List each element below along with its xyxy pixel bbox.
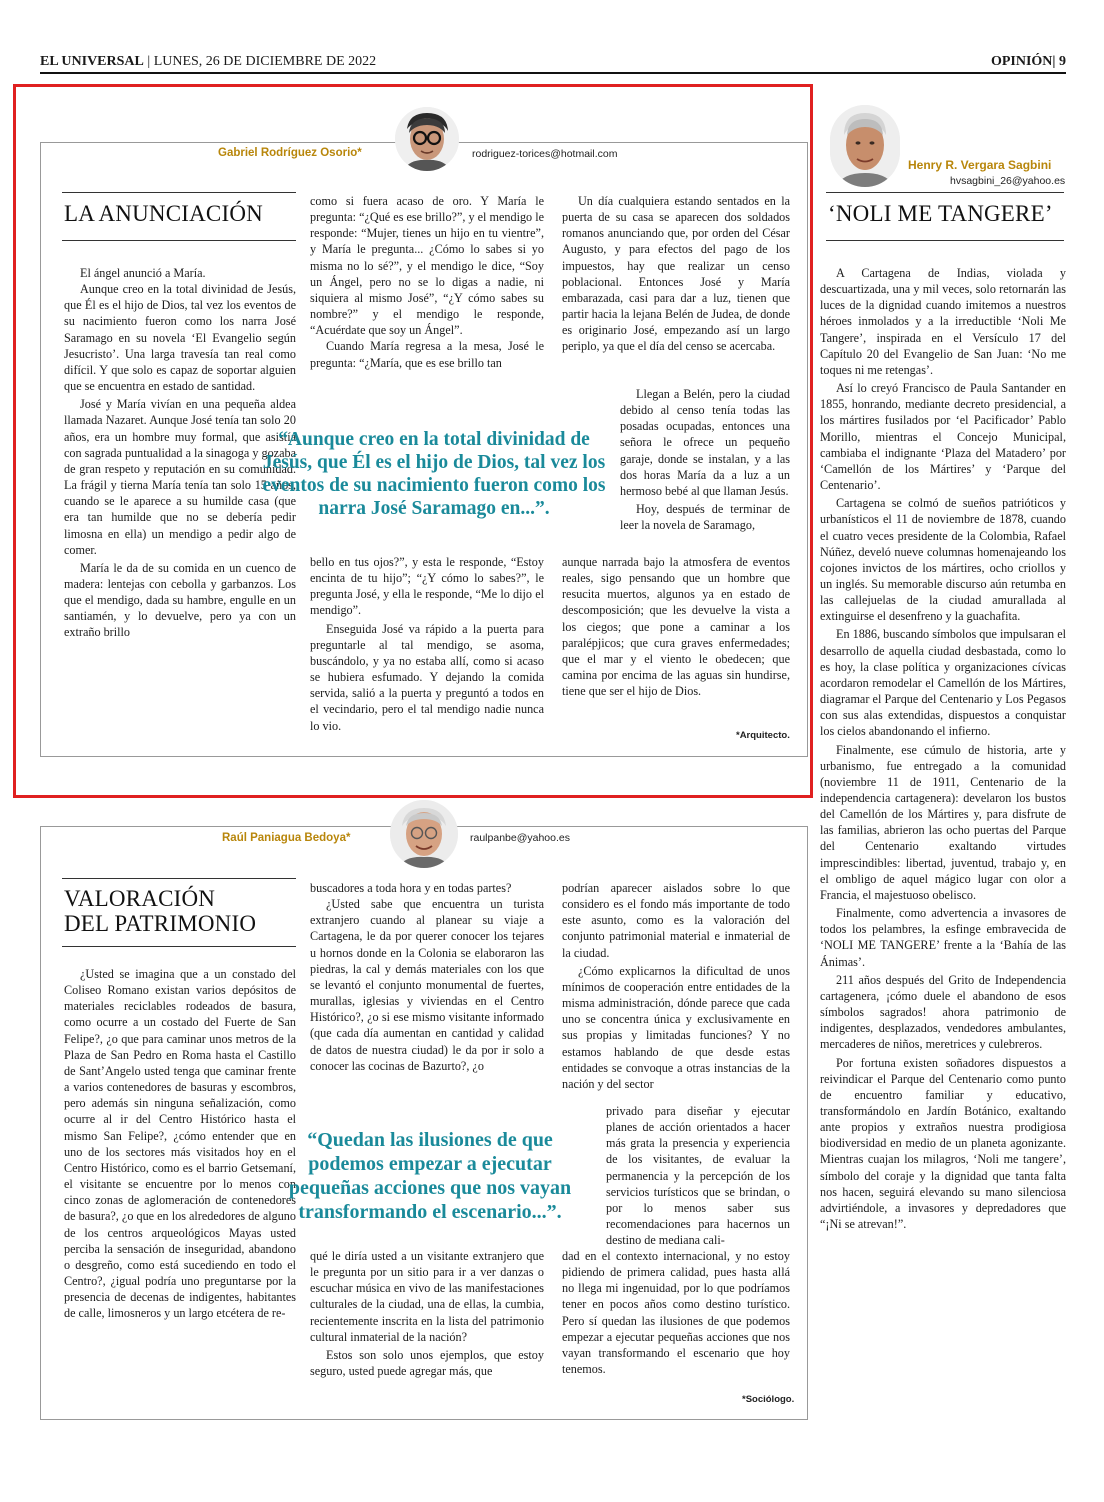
article1-author: Gabriel Rodríguez Osorio*: [218, 147, 362, 159]
headline-rule: [826, 192, 1064, 193]
article2-pullquote: “Quedan las ilusiones de que podemos empezar a ejecutar pequeñas acciones que nos vayan transformando el escenario...”.: [288, 1129, 572, 1223]
paragraph: aunque narrada bajo la atmosfera de eventos reales, sigo pensando que un hombre que resucita muertos, algunos ya en estado de descomposición; que les devuelve la vista a los ciegos; que pone a caminar a los paralépjicos; que cura graves enfermedades; que el mar y el viento le obedecen; que camina por encima de las aguas sin hundirse, tiene que ser el hijo de Dios.: [562, 555, 790, 699]
article2-column-1: [64, 966, 296, 1321]
column-email: hvsagbini_26@yahoo.es: [950, 175, 1066, 187]
article2-headline: [64, 886, 256, 936]
masthead-right: OPINIÓN| 9: [990, 54, 1066, 69]
paragraph: bello en tus ojos?”, y esta le responde, “Estoy encinta de tu hijo”; “¿Y cómo lo sabes?”, le pregunta José, y ella le responde, “Me lo dijo el mendigo”.: [310, 555, 544, 618]
paragraph: dad en el contexto internacional, y no estoy pidiendo de primera calidad, pues hasta allá no llega mi ingenuidad, por lo que podríamos tener en pocos años como destino turístico. Pero sí quedan las ilusiones de que podemos empezar a ejecutar pequeñas acciones que nos vayan transformando el escenario que hoy tenemos.: [562, 1249, 790, 1377]
paragraph: Finalmente, como advertencia a invasores de todos los pelambres, la esfinge embravecida de ‘NOLI ME TANGERE’ frente a la ‘Bahía de las Ánimas’.: [820, 906, 1066, 969]
paragraph: privado para diseñar y ejecutar planes de acción orientados a hacer más grata la presencia y experiencia de los visitantes, de evaluar la permanencia y la percepción de los servicios turísticos que se brindan, o por lo menos saber sus recomendaciones para hacernos un destino de mediana cali-: [606, 1104, 790, 1248]
masthead-left: [40, 54, 376, 70]
author-photo-henry: [830, 105, 900, 187]
paragraph: A Cartagena de Indias, violada y descuartizada, una y mil veces, solo retornarán las luces de la dignidad cuando imitemos a nuestros héroes inmolados y a la irreductible ‘Noli Me Tangere’, inspirada en el Versículo 17 del Capítulo 20 del Evangelio de San Juan: ‘No me toques ni me retengas’.: [820, 266, 1066, 377]
article1-signoff: *Arquitecto.: [736, 730, 790, 741]
article2-column-2-bottom: [310, 1248, 544, 1379]
headline-rule: [62, 240, 296, 241]
paragraph: ¿Usted sabe que encuentra un turista extranjero cuando al planear su viaje a Cartagena, le da por querer conocer los tejares u hornos donde en la Colonia se elaboraron las piedras, la cal y demás materiales con los que se levantó el conjunto monumental de fuertes, murallas, iglesias y viviendas en el Centro Histórico?, ¿o si ese mismo visitante informado (que cada día aumentan en cantidad y calidad de datos de nuestra ciudad) le da por ir solo a conocer las cocinas de Bazurto?, ¿o: [310, 897, 544, 1073]
headline-line: DEL PATRIMONIO: [64, 911, 257, 936]
article2-column-2-top: [310, 880, 544, 1074]
paragraph: Un día cualquiera estando sentados en la puerta de su casa se aparecen dos soldados romanos anunciando que, por orden del César Augusto, y para efectos del pago de los impuestos, hay que realizar un censo poblacional. Entonces José y María embarazada, casi para dar a luz, tienen que partir hacia la lejana Belén de Judea, de donde es originario José, empezando así un largo periplo, ya que el día del censo se acercaba.: [562, 194, 790, 354]
column-body: [820, 265, 1066, 1232]
article1-column-3-bottom: [562, 554, 790, 699]
article1-column-3-narrow: [620, 386, 790, 533]
paragraph: Enseguida José va rápido a la puerta para preguntarle al tal mendigo, se asoma, buscándolo, y ya no estaba allí, como si acaso se hubiera esfumado. Y dejando la comida servida, salió a la puerta y preguntó a todos en el vecindario, pero el tal mendigo nadie nunca lo vio.: [310, 621, 544, 733]
article1-headline: LA ANUNCIACIÓN: [64, 201, 263, 226]
article2-column-3-narrow: [606, 1103, 790, 1248]
column-author: Henry R. Vergara Sagbini: [908, 158, 1052, 172]
column-headline: ‘NOLI ME TANGERE’: [828, 201, 1053, 226]
page-number: 9: [1059, 54, 1066, 69]
article1-pullquote: “Aunque creo en la total divinidad de Jesús, que Él es el hijo de Dios, tal vez los eventos de su nacimiento fueron como los narra José Saramago en...”.: [262, 429, 606, 519]
headline-line: VALORACIÓN: [64, 886, 216, 911]
article2-author: Raúl Paniagua Bedoya*: [222, 832, 351, 844]
paragraph: María le da de su comida en un cuenco de madera: lentejas con cebolla y garbanzos. Los que el mendigo, dada su hambre, engulle en un santiamén, y lo devuelve, pero ya con un extraño brillo: [64, 560, 296, 640]
section-name: OPINIÓN: [990, 54, 1053, 69]
headline-rule: [62, 878, 296, 879]
paragraph: ¿Cómo explicarnos la dificultad de unos mínimos de cooperación entre entidades de la misma administración, dónde parece que cada uno se concentra única y exclusivamente en sus propias y limitadas funciones? Y no estamos hablando de que desde estas entidades se convoque a otras instancias de la nación y del sector: [562, 963, 790, 1091]
paragraph: El ángel anunció a María.: [80, 266, 206, 280]
paragraph: 211 años después del Grito de Independencia cartagenera, ¡cómo duele el abandono de esos símbolos sagrados! ahora patrimonio de indigentes, desplazados, vendedores ambulantes, mercaderes de niños, meretrices y culebreros.: [820, 972, 1066, 1052]
article1-column-2-top: [310, 193, 544, 371]
paragraph: Estos son solo unos ejemplos, que estoy seguro, usted puede agregar más, que: [310, 1347, 544, 1379]
article2-column-3-bottom: [562, 1248, 790, 1377]
paragraph: Finalmente, ese cúmulo de historia, arte y urbanismo, fue entregado a la comunidad (noviembre 11 de 1911, Centenario de la independencia cartagenera): develaron los bustos del Camellón de los Mártires y, para disfrute de las familias, abrieron las ocho puertas del Parque del Centenario exaltando virtudes imprescindibles: libertad, juventud, trabajo y, en el ombligo de aquel mágico lugar con olor a Francia, el majestuoso obelisco.: [820, 742, 1066, 902]
author-photo-raul: [390, 800, 458, 868]
paragraph: Llegan a Belén, pero la ciudad debido al censo tenía todas las posadas ocupadas, entonces una señora le ofrece un pequeño garaje, donde se instalan, y a las dos horas María da a luz a un hermoso bebé al que llaman Jesús.: [620, 387, 790, 498]
article2-column-3-top: [562, 880, 790, 1092]
paragraph: Así lo creyó Francisco de Paula Santander en 1855, honrando, mediante decreto presidencial, a los mártires fusilados por ‘el Pacificador’ Pablo Morillo, mientras el Concejo Municipal, cambiaba el indignante ‘Plaza del Matadero’ por ‘Camellón de los Mártires’ y ‘Parque del Centenario’.: [820, 381, 1066, 493]
paragraph: Aunque creo en la total divinidad de Jesús, que Él es el hijo de Dios, tal vez los eventos de su nacimiento fueron como los narra José Saramago en su novela ‘El Evangelio según Jesucristo’. Una larga travesía tan real como difícil. Y que solo es capaz de soportar alguien que se encuentra en estado de santidad.: [64, 282, 296, 394]
masthead-separator: |: [147, 54, 151, 69]
headline-rule: [62, 192, 296, 193]
headline-rule: [62, 946, 296, 947]
paragraph: Cuando María regresa a la mesa, José le pregunta: “¿María, que es ese brillo tan: [310, 339, 544, 370]
paragraph: Hoy, después de terminar de leer la novela de Saramago,: [620, 502, 790, 533]
paragraph: buscadores a toda hora y en todas partes?: [310, 881, 512, 895]
paragraph: José y María vivían en una pequeña aldea llamada Nazaret. Aunque José tenía tan solo 20 años, era un hombre muy formal, que asistía con sagrada puntualidad a la sinagoga y gozaba de gran respeto y reputación en su comunidad. La frágil y tierna María tenía tan solo 15 años, cuando se le aparece a su humilde casa (que era tan humilde que no se debería pedir limosna en ella) un mendigo a pedir algo de comer.: [64, 397, 296, 557]
article2-email: raulpanbe@yahoo.es: [470, 832, 570, 844]
headline-rule: [826, 240, 1064, 241]
paragraph: ¿Usted se imagina que a un constado del Coliseo Romano existan varios depósitos de materiales reciclables rodeados de basura, como ocurre a un costado del Fuerte de San Felipe?, ¿o que para caminar unos metros de la Plaza de San Pedro en Roma hasta el Castillo de Sant’Angelo usted tenga que caminar frente a varios contenedores de basuras y escombros, pero además sin ninguna señalización, como ocurre al ir del Centro Histórico hasta el mismo San Felipe?, ¿cómo entender que en uno de los sectores más visitados hoy en el Centro Histórico, como es el barrio Getsemaní, el visitante se encuentre por lo menos con cinco zonas de aglomeración de contenedores de basura?, ¿o que en los alrededores de alguno de los centros arqueológicos Mayas usted perciba la sensación de inseguridad, abandono o desgreño, como está sucediendo en todo el Centro?, ¿igual podría uno preguntarse por la presencia de decenas de indigentes, habitantes de calle, limosneros y un largo etcétera de re-: [64, 967, 296, 1321]
issue-date: LUNES, 26 DE DICIEMBRE DE 2022: [153, 54, 377, 69]
masthead: [40, 52, 1066, 74]
paper-name: EL UNIVERSAL: [40, 54, 144, 69]
paragraph: podrían aparecer aislados sobre lo que considero es el fondo más importante de todo este asunto, como es la valoración del conjunto patrimonial material e inmaterial de la ciudad.: [562, 881, 790, 960]
article1-email: rodriguez-torices@hotmail.com: [472, 148, 618, 160]
paragraph: Por fortuna existen soñadores dispuestos a reivindicar el Parque del Centenario como punto de encuentro familiar y educativo, transformándolo en Jardín Botánico, exaltando ante propios y extraños nuestra prodigiosa biodiversidad en medio de un planeta agonizante. Mientras cuajan los milagros, ‘Noli me tangere’, símbolo del coraje y la dignidad que tanta falta nos hacen, seguirá elevando su mano silenciosa advirtiéndole, a invasores y depredadores que “¡Ni se atrevan!”.: [820, 1055, 1066, 1232]
article1-column-2-bottom: [310, 554, 544, 734]
paragraph: qué le diría usted a un visitante extranjero que le pregunta por un sitio para ir a ver danzas o escuchar música en vivo de las manifestaciones culturales de la ciudad, una de ellas, la cumbia, recientemente inscrita en la lista del patrimonio cultural inmaterial de la nación?: [310, 1249, 544, 1344]
paragraph: Cartagena se colmó de sueños patrióticos y urbanísticos el 11 de noviembre de 1878, cuando el cuatro veces presidente de la Colombia, Rafael Núñez, develó nueve columnas homenajeando los cojones invictos de los mártires, ocho criollos y un inglés. Su memorable discurso aún retumba en las callejuelas de la ciudad amurallada al extinguirse el desenfreno y la guachafita.: [820, 496, 1066, 624]
author-photo-gabriel: [395, 107, 459, 171]
paragraph: En 1886, buscando símbolos que impulsaran el desarrollo de aquella ciudad desbastada, como lo es hoy, la clase política y organizaciones cívicas acordaron remodelar el Camellón de los Mártires, diagramar el Parque del Centenario y Los Pegasos con sus alas extendidas, dispuestos a conquistar los cielos abandonando el infierno.: [820, 627, 1066, 739]
article2-signoff: *Sociólogo.: [742, 1394, 795, 1405]
article1-column-3-top: [562, 193, 790, 355]
paragraph: como si fuera acaso de oro. Y María le pregunta: “¿Qué es ese brillo?”, y el mendigo le responde: “Mujer, tienes un hijo en tu vientre”, y María le pregunta... ¿Cómo lo sabes si yo misma no lo sé?”, y el mendigo le dice, “Soy un Ángel, pero no se lo digas a nadie, ni siquiera al mismo José”, “¿Y cómo sabes su nombre?” y el mendigo le responde, “Acuérdate que soy un Ángel”.: [310, 194, 544, 338]
